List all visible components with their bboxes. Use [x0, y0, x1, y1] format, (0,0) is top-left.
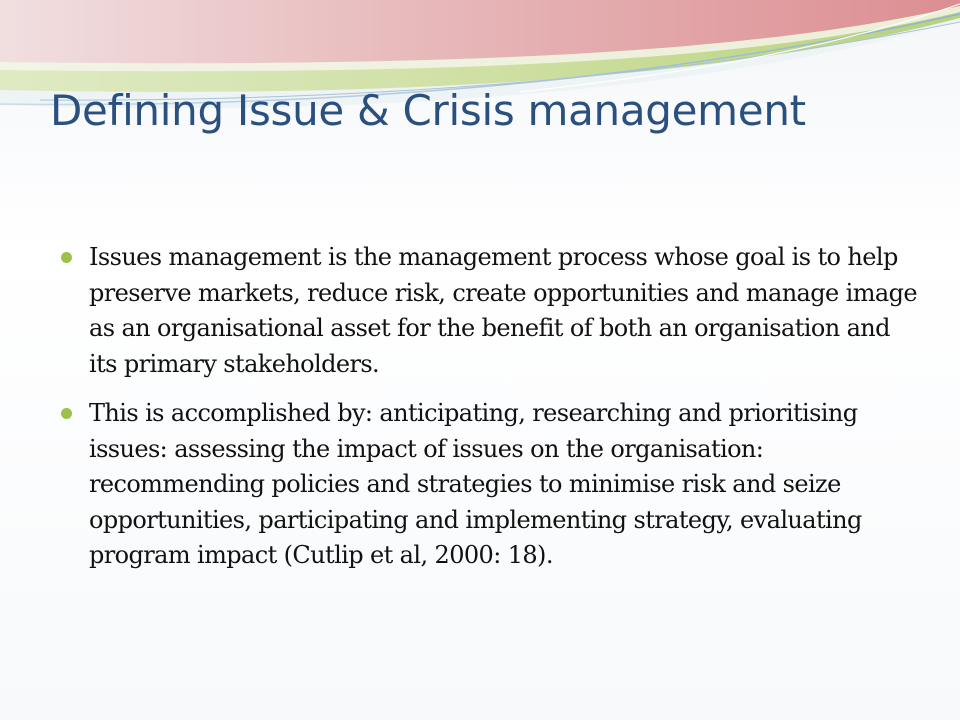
bullet-item [58, 240, 918, 382]
bullet-text: Issues management is the management process whose goal is to help preserve markets, reduce risk, create opportunities and manage image as an organisational asset for the benefit of both an organisation and its primary stakeholders. [89, 243, 917, 378]
bullet-list [58, 240, 918, 588]
bullet-item [58, 396, 918, 574]
bullet-dot-icon [61, 252, 72, 263]
slide-title: Defining Issue & Crisis management [50, 86, 806, 135]
bullet-text: This is accomplished by: anticipating, researching and prioritising issues: assessing the impact of issues on the organisation: recommending policies and strategies to minimise risk and seize opportunities, participating and implementing strategy, evaluating program impact (Cutlip et al, 2000: 18). [89, 399, 862, 569]
bullet-dot-icon [61, 408, 72, 419]
